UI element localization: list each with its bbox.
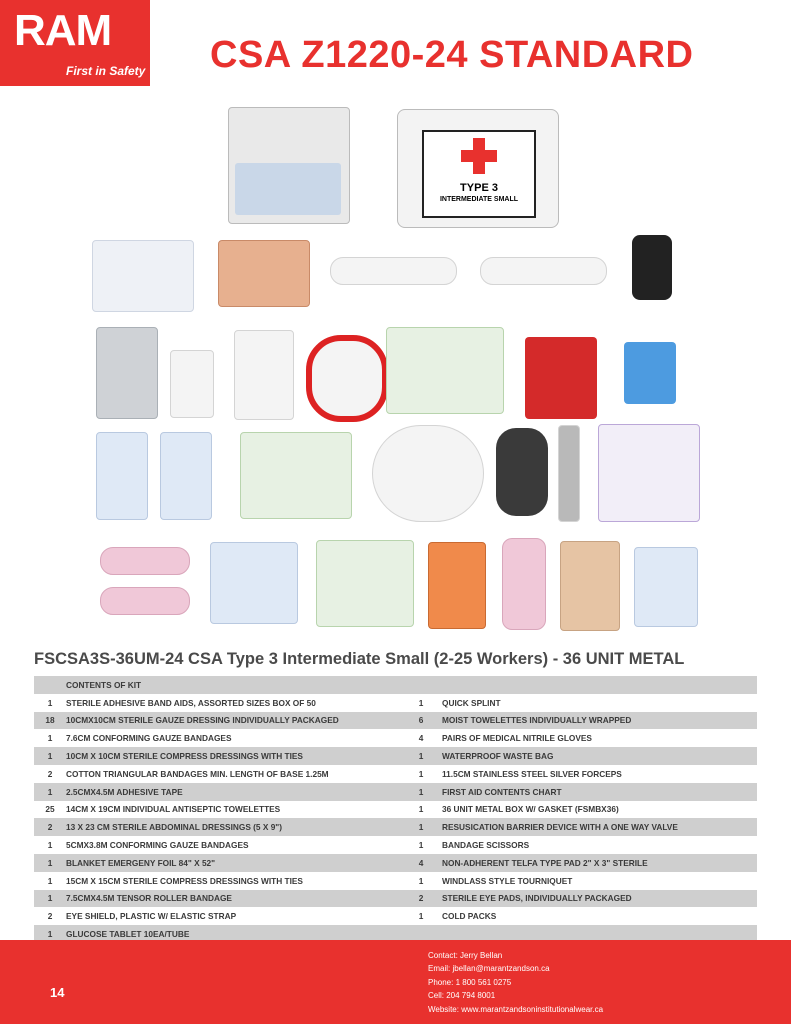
- item-quantity-2: 1: [418, 768, 424, 779]
- item-quantity: 1: [34, 747, 66, 765]
- item-quantity: 25: [45, 804, 55, 815]
- moist-towelettes-image: [598, 424, 700, 522]
- item-description: GLUCOSE TABLET 10EA/TUBE: [66, 925, 406, 943]
- item-description: BLANKET EMERGENY FOIL 84" X 52": [66, 854, 406, 872]
- telfa-pads-image: [316, 540, 414, 627]
- contact-block: [428, 949, 603, 1016]
- item-description-2: QUICK SPLINT: [442, 697, 501, 708]
- triangular-bandages-image: [386, 327, 504, 414]
- item-quantity: 1: [47, 733, 53, 744]
- table-row: [34, 854, 757, 872]
- table-row: [34, 907, 757, 925]
- eye-pad-image-2: [160, 432, 212, 520]
- cpr-barrier-image: [372, 425, 484, 522]
- item-description-2: PAIRS OF MEDICAL NITRILE GLOVES: [442, 733, 592, 744]
- header-spacer: [34, 676, 66, 694]
- compress-dressing-image-2: [234, 330, 294, 420]
- product-photos: [0, 95, 791, 640]
- item-quantity: 2: [47, 768, 53, 779]
- item-quantity-2: 2: [406, 890, 436, 908]
- item-description: COTTON TRIANGULAR BANDAGES MIN. LENGTH OF BASE 1.25M: [66, 768, 329, 779]
- ram-logo: [0, 0, 150, 86]
- item-description-2: 36 UNIT METAL BOX W/ GASKET (FSMBX36): [442, 804, 619, 815]
- item-description: STERILE ADHESIVE BAND AIDS, ASSORTED SIZES BOX OF 50: [66, 697, 316, 708]
- item-description: 5CMX3.8M CONFORMING GAUZE BANDAGES: [66, 840, 249, 851]
- table-row: [34, 729, 757, 747]
- contents-table: [34, 676, 757, 943]
- item-description: 15CM X 15CM STERILE COMPRESS DRESSINGS WITH TIES: [66, 875, 303, 886]
- item-description-2: COLD PACKS: [442, 911, 497, 922]
- kit-label-size: INTERMEDIATE SMALL: [439, 196, 519, 203]
- product-title: FSCSA3S-36UM-24 CSA Type 3 Intermediate Small (2-25 Workers) - 36 UNIT METAL: [34, 650, 685, 668]
- item-description: 10CMX10CM STERILE GAUZE DRESSING INDIVIDUALLY PACKAGED: [66, 712, 406, 730]
- contact-cell: Cell: 204 794 8001: [428, 991, 496, 1001]
- quick-splint-image: [428, 542, 486, 629]
- item-description-2: FIRST AID CONTENTS CHART: [436, 783, 757, 801]
- page-number: 14: [50, 985, 65, 1000]
- contact-website: Website: www.marantzandsoninstitutionalwear.ca: [428, 1004, 604, 1014]
- forceps-image: [558, 425, 580, 522]
- bandage-scissors-image: [496, 428, 548, 516]
- foil-blanket-image: [96, 327, 158, 419]
- footer: [0, 940, 791, 1024]
- item-description-2: MOIST TOWELETTES INDIVIDUALLY WRAPPED: [436, 712, 757, 730]
- item-description-2: RESUSICATION BARRIER DEVICE WITH A ONE WAY VALVE: [436, 818, 757, 836]
- contents-header-row: [34, 676, 757, 694]
- item-description-2: NON-ADHERENT TELFA TYPE PAD 2" X 3" STERILE: [436, 854, 757, 872]
- header-spacer-2: [406, 676, 436, 694]
- item-description: EYE SHIELD, PLASTIC W/ ELASTIC STRAP: [66, 911, 237, 922]
- adhesive-tape-image: [306, 335, 388, 422]
- logo-text: RAM: [14, 6, 112, 55]
- item-quantity-2: 6: [406, 712, 436, 730]
- eye-pad-image: [96, 432, 148, 520]
- gauze-pads-image: [92, 240, 194, 312]
- gauze-roll-image: [330, 257, 457, 285]
- table-row: [34, 818, 757, 836]
- contact-phone: Phone: 1 800 561 0275: [428, 977, 512, 987]
- table-row: [34, 694, 757, 712]
- kit-label-type: TYPE 3: [460, 182, 498, 194]
- item-quantity-2: 1: [418, 911, 424, 922]
- item-quantity: 1: [47, 875, 53, 886]
- kit-label: [422, 130, 536, 218]
- item-quantity-2: 1: [418, 840, 424, 851]
- table-row: [34, 872, 757, 890]
- item-quantity-2: 4: [418, 733, 424, 744]
- abdominal-dressing-image: [210, 542, 298, 624]
- table-row: [34, 783, 757, 801]
- antiseptic-towelettes-image: [240, 432, 352, 519]
- item-quantity: 1: [34, 854, 66, 872]
- eye-shield-image-2: [100, 587, 190, 615]
- compress-dressing-image: [170, 350, 214, 418]
- item-quantity-2: 1: [418, 804, 424, 815]
- item-description: 13 X 23 CM STERILE ABDOMINAL DRESSINGS (5 X 9"): [66, 818, 406, 836]
- item-description-2: 11.5CM STAINLESS STEEL SILVER FORCEPS: [442, 768, 622, 779]
- nitrile-gloves-image: [624, 342, 676, 404]
- band-aids-box-image: [218, 240, 310, 307]
- item-quantity: 2: [34, 818, 66, 836]
- table-row: [34, 765, 757, 783]
- item-quantity-2: 4: [406, 854, 436, 872]
- item-quantity: 1: [34, 890, 66, 908]
- gauze-roll-image-2: [480, 257, 607, 285]
- table-row: [34, 801, 757, 819]
- red-cross-icon: [461, 138, 497, 174]
- item-quantity: 18: [34, 712, 66, 730]
- table-row: [34, 890, 757, 908]
- biohazard-bag-image: [525, 337, 597, 419]
- item-quantity-2: 1: [406, 818, 436, 836]
- item-description-2: WINDLASS STYLE TOURNIQUET: [442, 875, 573, 886]
- logo-tagline: First in Safety: [66, 64, 146, 78]
- item-description: 7.5CMX4.5M TENSOR ROLLER BANDAGE: [66, 890, 406, 908]
- tourniquet-image: [632, 235, 672, 300]
- glucose-tablets-image: [502, 538, 546, 630]
- table-row: [34, 747, 757, 765]
- item-description: 14CM X 19CM INDIVIDUAL ANTISEPTIC TOWELETTES: [66, 804, 281, 815]
- item-quantity: 1: [47, 697, 53, 708]
- item-quantity: 2: [47, 911, 53, 922]
- open-kit-image: [228, 107, 350, 224]
- item-quantity-2: 1: [406, 783, 436, 801]
- item-quantity-2: 1: [418, 697, 424, 708]
- item-quantity: 1: [47, 840, 53, 851]
- page-title: CSA Z1220-24 STANDARD: [210, 34, 694, 76]
- item-quantity: 1: [34, 783, 66, 801]
- item-description-2: BANDAGE SCISSORS: [442, 840, 530, 851]
- cold-pack-image: [634, 547, 698, 627]
- item-quantity-2: 1: [418, 875, 424, 886]
- table-row: [34, 836, 757, 854]
- table-row: [34, 712, 757, 730]
- item-quantity-2: 1: [406, 747, 436, 765]
- contact-name: Contact: Jerry Bellan: [428, 951, 503, 960]
- contact-email: Email: jbellan@marantzandson.ca: [428, 964, 550, 974]
- tensor-bandage-image: [560, 541, 620, 631]
- header-spacer-3: [436, 676, 757, 694]
- closed-kit-image: [397, 109, 559, 228]
- item-description: 7.6CM CONFORMING GAUZE BANDAGES: [66, 733, 232, 744]
- item-quantity: 1: [34, 925, 66, 943]
- item-description: 2.5CMX4.5M ADHESIVE TAPE: [66, 783, 406, 801]
- item-description-2: STERILE EYE PADS, INDIVIDUALLY PACKAGED: [436, 890, 757, 908]
- eye-shield-image: [100, 547, 190, 575]
- item-description-2: WATERPROOF WASTE BAG: [436, 747, 757, 765]
- contents-header: CONTENTS OF KIT: [66, 676, 406, 694]
- item-description: 10CM X 10CM STERILE COMPRESS DRESSINGS WITH TIES: [66, 747, 406, 765]
